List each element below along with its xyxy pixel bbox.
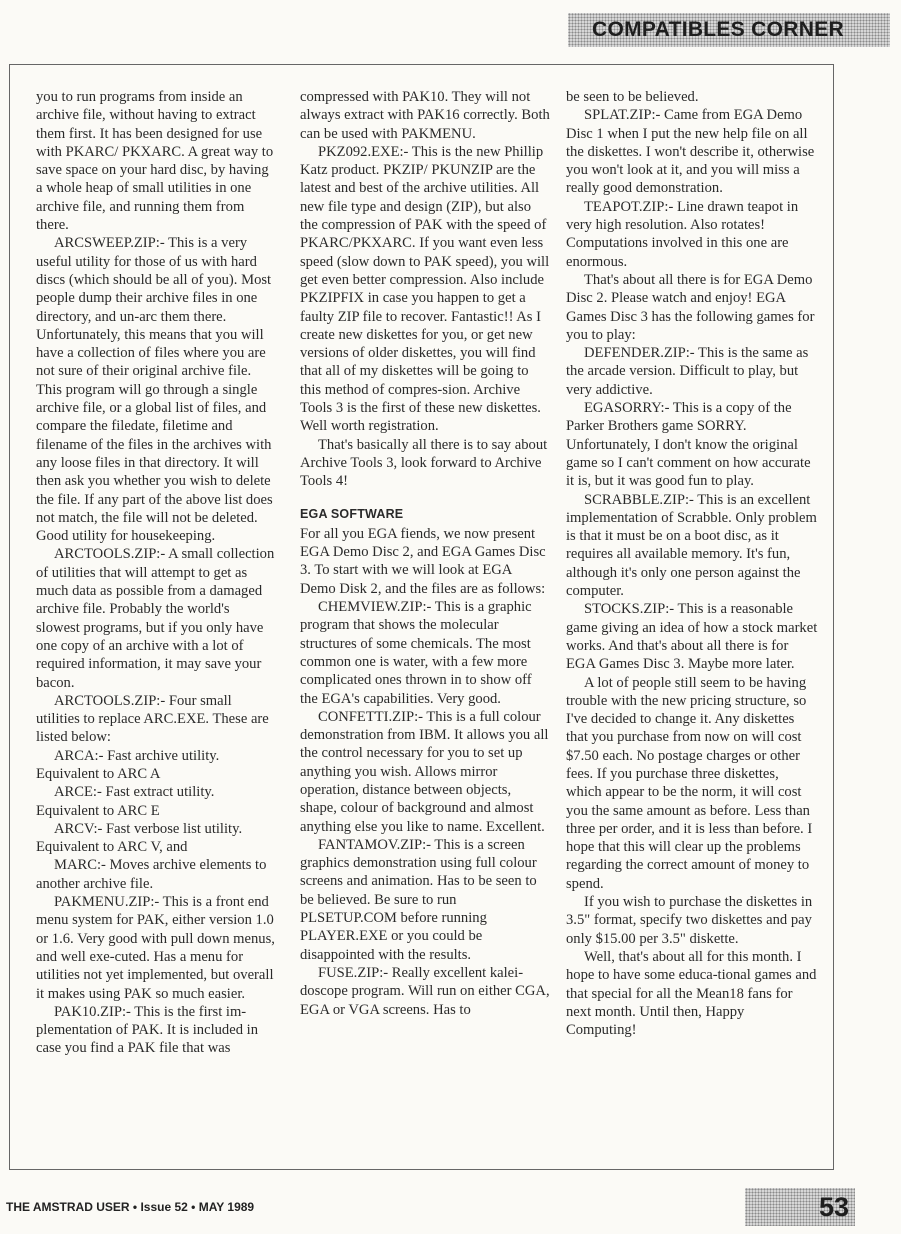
issue-date: MAY 1989: [198, 1200, 255, 1214]
paragraph: DEFENDER.ZIP:- This is the same as the arcade version. Difficult to play, but very addictive.: [566, 345, 809, 398]
paragraph: EGASORRY:- This is a copy of the Parker Brothers game SORRY. Unfortunately, I don't know the original game so I can't comment on how accurate it is, but it was good fun to play.: [566, 400, 811, 490]
paragraph: A lot of people still seem to be having trouble with the new pricing structure, so I've decided to change it. Any diskettes that you purchase from now on will cost $7.50 each. No postage charges or other fees. If you purchase three diskettes, which appear to be the norm, it will cost you the same amount as before. Less than three per order, and it is less than before. I hope that this will clear up the problems regarding the correct amount of money to spend.: [566, 674, 813, 892]
article-column-1: [36, 88, 276, 1058]
paragraph: If you wish to purchase the diskettes in 3.5" format, specify two diskettes and pay only $15.00 per 3.5" diskette.: [566, 894, 813, 947]
paragraph: FUSE.ZIP:- Really excellent kalei-doscope program. Will run on either CGA, EGA or VGA screens. Has to: [300, 964, 550, 1018]
paragraph: ARCA:- Fast archive utility. Equivalent to ARC A: [36, 747, 220, 782]
paragraph: ARCE:- Fast extract utility. Equivalent to ARC E: [36, 784, 215, 819]
paragraph: ARCTOOLS.ZIP:- Four small utilities to replace ARC.EXE. These are listed below:: [36, 692, 269, 746]
paragraph: That's basically all there is to say about Archive Tools 3, look forward to Archive Tools 4!: [300, 436, 548, 490]
paragraph: STOCKS.ZIP:- This is a reasonable game giving an idea of how a stock market works. And that's about all there is for EGA Games Disc 3. Maybe more later.: [566, 601, 818, 673]
paragraph: MARC:- Moves archive elements to another archive file.: [36, 857, 267, 892]
section-title: COMPATIBLES CORNER: [592, 18, 844, 41]
issue-number: Issue 52: [140, 1200, 188, 1214]
footer-separator: •: [191, 1200, 196, 1214]
paragraph: CHEMVIEW.ZIP:- This is a graphic program that shows the molecular structures of some chemicals. The most common one is water, with a few more complicated ones thrown in to show off the EGA's capabilities. Very good.: [300, 599, 532, 707]
article-column-2: [300, 88, 550, 1019]
section-heading: EGA SOFTWARE: [300, 506, 404, 521]
paragraph: SCRABBLE.ZIP:- This is an excellent implementation of Scrabble. Only problem is that it must be on a boot disc, as it requires all available memory. It's fun, although it's only one person against the computer.: [566, 491, 817, 600]
paragraph: Well, that's about all for this month. I hope to have some educa-tional games and that special for all the Mean18 fans for next month. Until then, Happy Computing!: [566, 948, 817, 1039]
footer-credit: [6, 1200, 254, 1214]
paragraph: ARCTOOLS.ZIP:- A small collection of utilities that will attempt to get as much data as possible from a damaged archive file. Probably the world's slowest programs, but if you only have one copy of an archive with a lot of required information, it may save your bacon.: [36, 546, 275, 691]
page-number-box: [745, 1188, 855, 1226]
paragraph: be seen to be believed.: [566, 89, 699, 105]
paragraph: SPLAT.ZIP:- Came from EGA Demo Disc 1 when I put the new help file on all the diskettes. I won't describe it, otherwise you won't look at it, and you will miss a really good demonstration.: [566, 107, 815, 197]
paragraph: CONFETTI.ZIP:- This is a full colour demonstration from IBM. It allows you all the control necessary for you to set up anything you wish. Allows mirror operation, distance between objects, shape, colour of background and almost anything else you like to name. Excellent.: [300, 708, 549, 835]
paragraph: PAK10.ZIP:- This is the first im-plementation of PAK. It is included in case you find a PAK file that was: [36, 1003, 258, 1057]
article-column-3: [566, 88, 818, 1039]
paragraph: FANTAMOV.ZIP:- This is a screen graphics demonstration using full colour screens and animation. Has to be seen to be believed. Be sure to run PLSETUP.COM before running PLAYER.EXE or you could be disappointed with the results.: [300, 836, 537, 963]
paragraph: For all you EGA fiends, we now present EGA Demo Disc 2, and EGA Games Disc 3. To start with we will look at EGA Demo Disk 2, and the files are as follows:: [300, 525, 546, 597]
paragraph: compressed with PAK10. They will not always extract with PAK16 correctly. Both can be used with PAKMENU.: [300, 89, 550, 142]
paragraph: TEAPOT.ZIP:- Line drawn teapot in very high resolution. Also rotates! Computations involved in this one are enormous.: [566, 198, 799, 270]
paragraph: ARCV:- Fast verbose list utility. Equivalent to ARC V, and: [36, 820, 243, 856]
paragraph: PKZ092.EXE:- This is the new Phillip Katz product. PKZIP/ PKUNZIP are the latest and best of the archive utilities. All new file type and design (ZIP), but also the compression of PAK with the speed of PKARC/PKXARC. If you want even less speed (slow down to PAK speed), you will get even better compression. Also include PKZIPFIX in case you happen to get a faulty ZIP file to recover. Fantastic!! As I create new diskettes for you, or get new versions of older diskettes, you will find that all of my diskettes will be going to this method of compres-sion. Archive Tools 3 is the first of these new diskettes. Well worth registration.: [300, 143, 550, 435]
paragraph: That's about all there is for EGA Demo Disc 2. Please watch and enjoy! EGA Games Disc 3 has the following games for you to play:: [566, 271, 815, 343]
magazine-name: THE AMSTRAD USER: [6, 1200, 130, 1214]
section-header-banner: [568, 13, 890, 47]
page-number: 53: [818, 1192, 849, 1222]
paragraph: ARCSWEEP.ZIP:- This is a very useful utility for those of us with hard discs (which should be all of you). Most people dump their archive files in one directory, and un-arc them there. Unfortunately, this means that you will have a collection of files where you are not sure of their original archive file. This program will go through a single archive file, or a global list of files, and compare the filedate, filetime and filename of the files in the archives with any loose files in that directory. It will then ask you whether you wish to delete the file. If any part of the above list does not match, the file will not be deleted. Good utility for housekeeping.: [36, 235, 273, 545]
paragraph: PAKMENU.ZIP:- This is a front end menu system for PAK, either version 1.0 or 1.6. Very good with pull down menus, and well exe-cuted. Has a menu for utilities not yet implemented, but overall it makes using PAK so much easier.: [36, 894, 275, 1002]
footer-separator: •: [132, 1200, 138, 1214]
paragraph: you to run programs from inside an archive file, without having to extract them first. It has been designed for use with PKARC/ PKXARC. A great way to save space on your hard disc, by having a whole heap of small utilities in one archive file, and running them from there.: [36, 89, 274, 234]
